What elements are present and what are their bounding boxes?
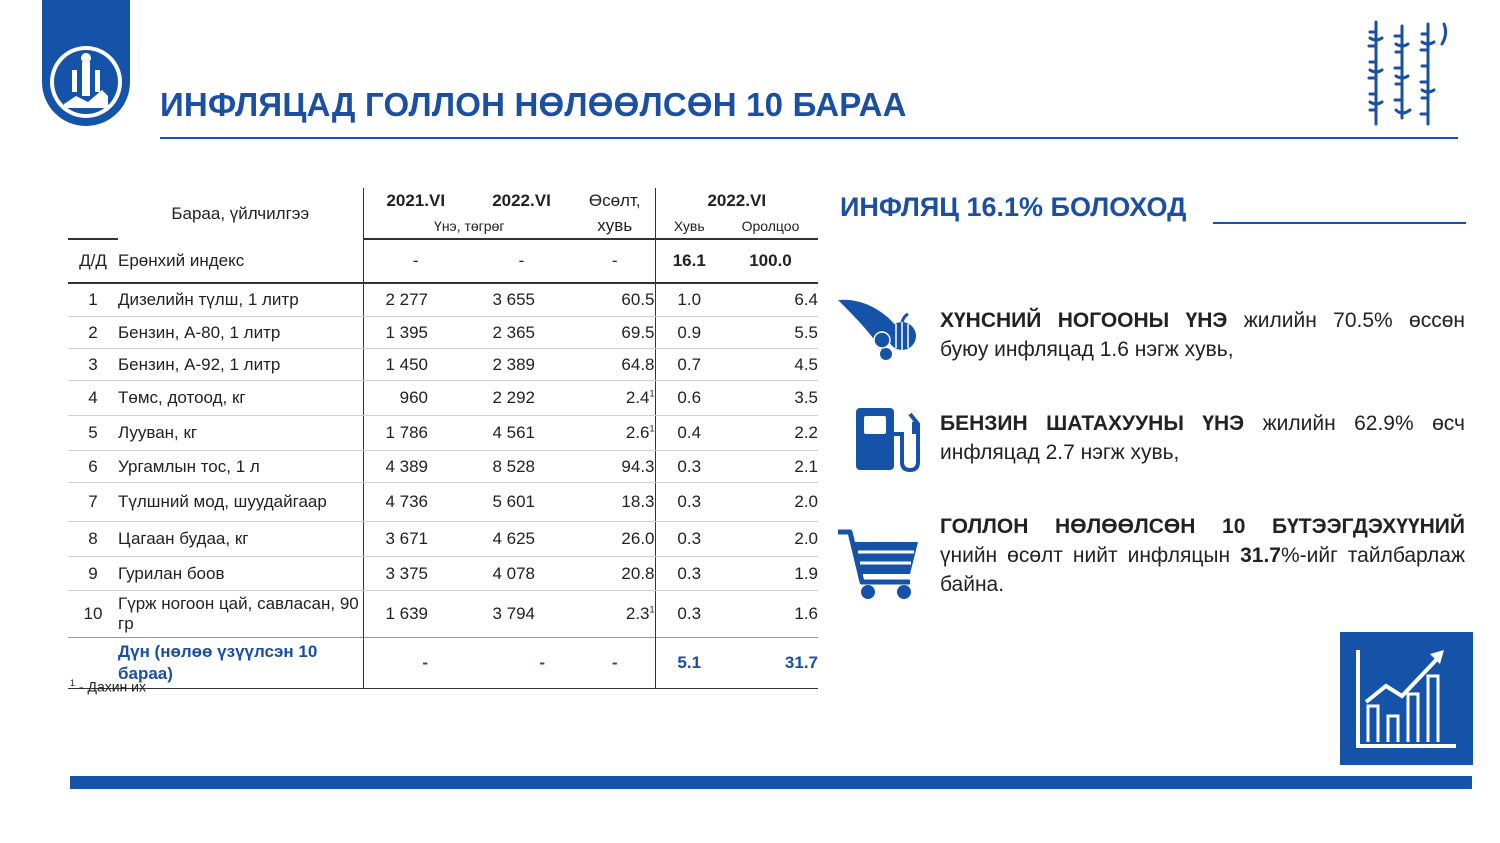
inflation-heading: ИНФЛЯЦ 16.1% БОЛОХОД: [840, 192, 1187, 222]
header-growth-unit: хувь: [575, 214, 655, 239]
mongolian-script-icon: [1362, 18, 1452, 130]
table-row: 1 Дизелийн түлш, 1 литр 2 277 3 655 60.5 1.0 6.4: [68, 283, 818, 317]
fuel-pump-icon: [852, 404, 922, 474]
growth-chart-icon: [1340, 632, 1473, 765]
total-row: Дүн (нөлөө үзүүлсэн 10 бараа) - - - 5.1 31.7: [68, 638, 818, 689]
table-row: 7 Түлшний мод, шуудайгаар 4 736 5 601 18.3 0.3 2.0: [68, 483, 818, 522]
table-row: 4 Төмс, дотоод, кг 960 2 292 $2.4^1$ 0.6 3.5: [68, 381, 818, 416]
header-growth: Өсөлт,: [575, 188, 655, 214]
inflation-goods-table: [68, 188, 818, 689]
page-title: ИНФЛЯЦАД ГОЛЛОН НӨЛӨӨЛСӨН 10 БАРАА: [160, 86, 907, 123]
table-row: 8 Цагаан будаа, кг 3 671 4 625 26.0 0.3 2.0: [68, 522, 818, 557]
header-price-sub: Үнэ, төгрөг: [363, 214, 575, 239]
heading-underline: [1213, 222, 1466, 224]
header-goods: Бараа, үйлчилгээ: [118, 188, 363, 239]
top10-paragraph: ГОЛЛОН НӨЛӨӨЛСӨН 10 БҮТЭЭГДЭХҮҮНИЙ үнийн өсөлт нийт инфляцын 31.7%-ийг тайлбарлаж байна.: [940, 515, 1465, 596]
general-index-row: Д/Д Ерөнхий индекс - - - 16.1 100.0: [68, 239, 818, 283]
table-row: 2 Бензин, А-80, 1 литр 1 395 2 365 69.5 0.9 5.5: [68, 317, 818, 349]
table-row: 6 Ургамлын тос, 1 л 4 389 8 528 94.3 0.3 2.1: [68, 451, 818, 483]
state-emblem-icon: [42, 0, 130, 128]
shopping-cart-icon: [836, 526, 922, 602]
table-row: 9 Гурилан боов 3 375 4 078 20.8 0.3 1.9: [68, 557, 818, 591]
footer-bar: [70, 776, 1472, 789]
header-2021: 2021.VI: [386, 191, 446, 210]
header-share: Хувь: [655, 214, 723, 239]
title-divider: [160, 137, 1458, 139]
header-contribution: Оролцоо: [723, 214, 818, 239]
cornucopia-icon: [836, 296, 920, 362]
table-row: 3 Бензин, А-92, 1 литр 1 450 2 389 64.8 0.7 4.5: [68, 349, 818, 381]
footnote: $^1$ - Дахин их: [70, 678, 146, 695]
table-row: 10 Гүрж ногоон цай, савласан, 90 гр 1 639 3 794 $2.3^1$ 0.3 1.6: [68, 591, 818, 638]
header-2022: 2022.VI: [492, 191, 551, 210]
fuel-paragraph: БЕНЗИН ШАТАХУУНЫ ҮНЭ жилийн 62.9% өсч инфляцад 2.7 нэгж хувь,: [940, 412, 1465, 464]
vegetables-paragraph: ХҮНСНИЙ НОГООНЫ ҮНЭ жилийн 70.5% өссөн буюу инфляцад 1.6 нэгж хувь,: [940, 309, 1465, 361]
table-row: 5 Лууван, кг 1 786 4 561 $2.6^1$ 0.4 2.2: [68, 416, 818, 451]
table-header-row: [68, 188, 818, 214]
header-group-2022: 2022.VI: [707, 191, 767, 210]
